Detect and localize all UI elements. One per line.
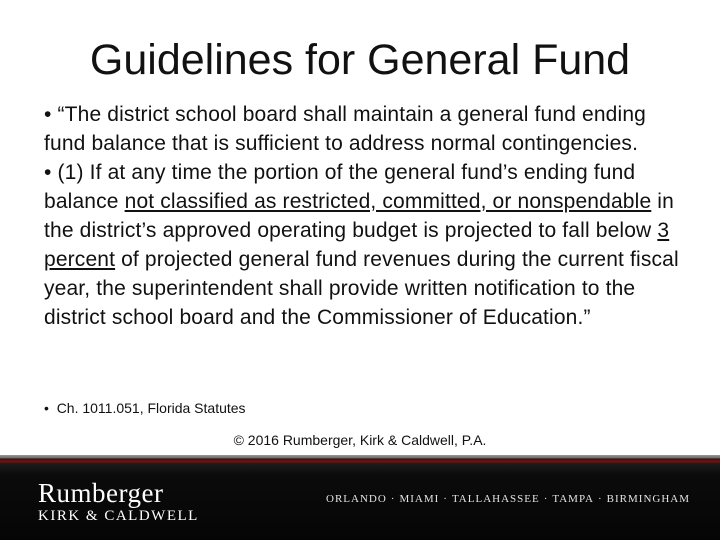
slide-body — [44, 100, 684, 332]
quote-paragraph-2 — [44, 158, 684, 332]
bullet: • — [44, 400, 49, 416]
bullet: • — [44, 103, 52, 126]
slide-title: Guidelines for General Fund — [89, 36, 631, 84]
quote-paragraph-1 — [44, 100, 684, 158]
quote-text-2b: in the district’s approved operating budget is projected to fall below — [44, 190, 674, 242]
office-city: MIAMI — [399, 493, 440, 505]
logo-subtitle: KIRK & CALDWELL — [38, 508, 199, 524]
logo-name: Rumberger — [38, 478, 164, 508]
separator: · — [443, 493, 448, 505]
office-city: TALLAHASSEE — [451, 493, 540, 505]
separator: · — [543, 493, 549, 505]
separator: · — [390, 493, 396, 505]
footer-bar — [0, 455, 720, 540]
underlined-percent: 3 percent — [44, 219, 670, 271]
separator: · — [598, 493, 603, 505]
firm-logo — [38, 479, 199, 524]
bullet: • — [44, 161, 52, 184]
citation — [44, 398, 246, 418]
office-city: ORLANDO — [326, 493, 387, 505]
office-city: TAMPA — [552, 493, 594, 505]
quote-text-1: “The district school board shall maintain a general fund ending fund balance that is sufficient to address normal contingencies. — [44, 103, 646, 155]
copyright-notice: © 2016 Rumberger, Kirk & Caldwell, P.A. — [233, 432, 487, 448]
citation-text: Ch. 1011.051, Florida Statutes — [56, 400, 246, 416]
quote-text-2c: of projected general fund revenues during the current fiscal year, the superintendent shall provide written notification to the district school board and the Commissioner of Education.” — [44, 248, 679, 329]
office-city: BIRMINGHAM — [606, 493, 691, 505]
underlined-classification: not classified as restricted, committed, or nonspendable — [124, 190, 652, 213]
quote-text-2a: (1) If at any time the portion of the general fund’s ending fund balance — [44, 161, 636, 213]
office-locations — [326, 493, 716, 505]
